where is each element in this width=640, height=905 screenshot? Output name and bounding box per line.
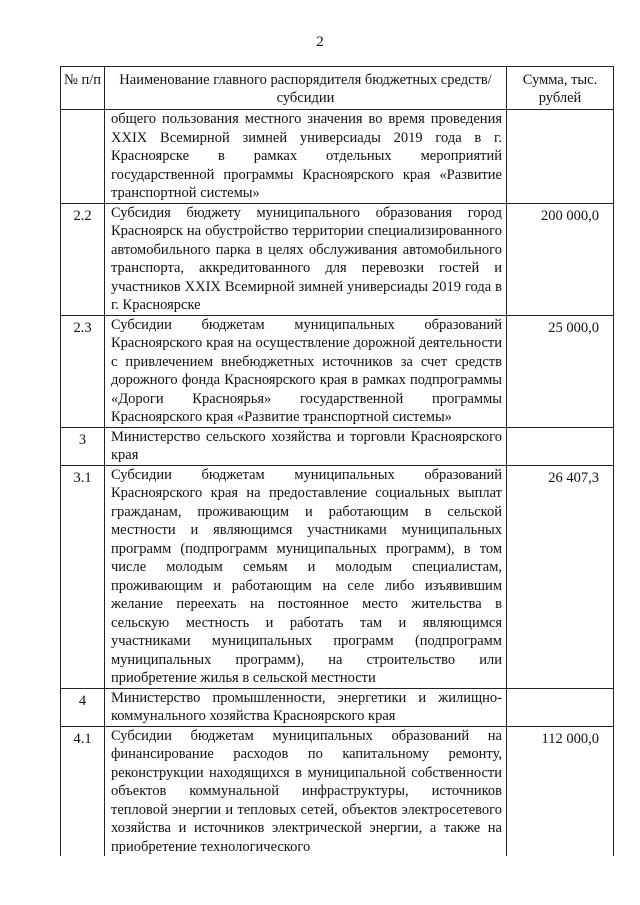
row-sum: 26 407,3 (507, 465, 614, 688)
page-number: 2 (316, 34, 324, 50)
header-sum: Сумма, тыс. рублей (507, 67, 614, 110)
row-sum: 200 000,0 (507, 203, 614, 315)
row-number: 2.3 (61, 315, 105, 427)
row-sum (507, 427, 614, 465)
row-number: 2.2 (61, 203, 105, 315)
row-text: общего пользования местного значения во время проведения XXIX Всемирной зимней универсиады 2019 года в г. Красноярске в рамках отдельных мероприятий государственной программы Красноярского края «Развитие транспортной системы» (105, 110, 507, 204)
row-text: Субсидия бюджету муниципального образования город Красноярск на обустройство территории специализированного автомобильного парка в целях обслуживания автомобильного транспорта, аккредитованного для перевозки гостей и участников XXIX Всемирной зимней универсиады 2019 года в г. Красноярске (105, 203, 507, 315)
subsidy-table (60, 66, 614, 856)
row-number: 4.1 (61, 726, 105, 856)
header-number: № п/п (61, 67, 105, 110)
row-sum (507, 688, 614, 726)
table-header-row (61, 67, 614, 110)
row-number (61, 110, 105, 204)
row-text: Субсидии бюджетам муниципальных образований Красноярского края на предоставление социальных выплат гражданам, проживающим и работающим в сельской местности и являющимся участниками муниципальных программ (подпрограмм муниципальных программ), в том числе молодым семьям и молодым специалистам, проживающим и работающим на селе либо изъявившим желание переехать на постоянное место жительства в сельскую местность и работать там и являющимся участниками муниципальных программ (подпрограмм муниципальных программ), на строительство или приобретение жилья в сельской местности (105, 465, 507, 688)
row-sum: 112 000,0 (507, 726, 614, 856)
table-row (61, 688, 614, 726)
row-text: Субсидии бюджетам муниципальных образований Красноярского края на осуществление дорожной деятельности с привлечением внебюджетных источников за счет средств дорожного фонда Красноярского края в рамках подпрограммы «Дороги Красноярья» государственной программы Красноярского края «Развитие транспортной системы» (105, 315, 507, 427)
table-row (61, 110, 614, 204)
row-text: Субсидии бюджетам муниципальных образований на финансирование расходов по капитальному ремонту, реконструкции находящихся в муниципальной собственности объектов коммунальной инфраструктуры, источников тепловой энергии и тепловых сетей, объектов электросетевого хозяйства и источников электрической энергии, а также на приобретение технологического (105, 726, 507, 856)
row-number: 4 (61, 688, 105, 726)
header-name: Наименование главного распорядителя бюджетных средств/ субсидии (105, 67, 507, 110)
row-text: Министерство промышленности, энергетики и жилищно-коммунального хозяйства Красноярского края (105, 688, 507, 726)
row-text: Министерство сельского хозяйства и торговли Красноярского края (105, 427, 507, 465)
row-sum: 25 000,0 (507, 315, 614, 427)
table-row (61, 427, 614, 465)
table-row (61, 465, 614, 688)
table-row (61, 726, 614, 856)
row-sum (507, 110, 614, 204)
table-row (61, 315, 614, 427)
row-number: 3 (61, 427, 105, 465)
table-row (61, 203, 614, 315)
row-number: 3.1 (61, 465, 105, 688)
